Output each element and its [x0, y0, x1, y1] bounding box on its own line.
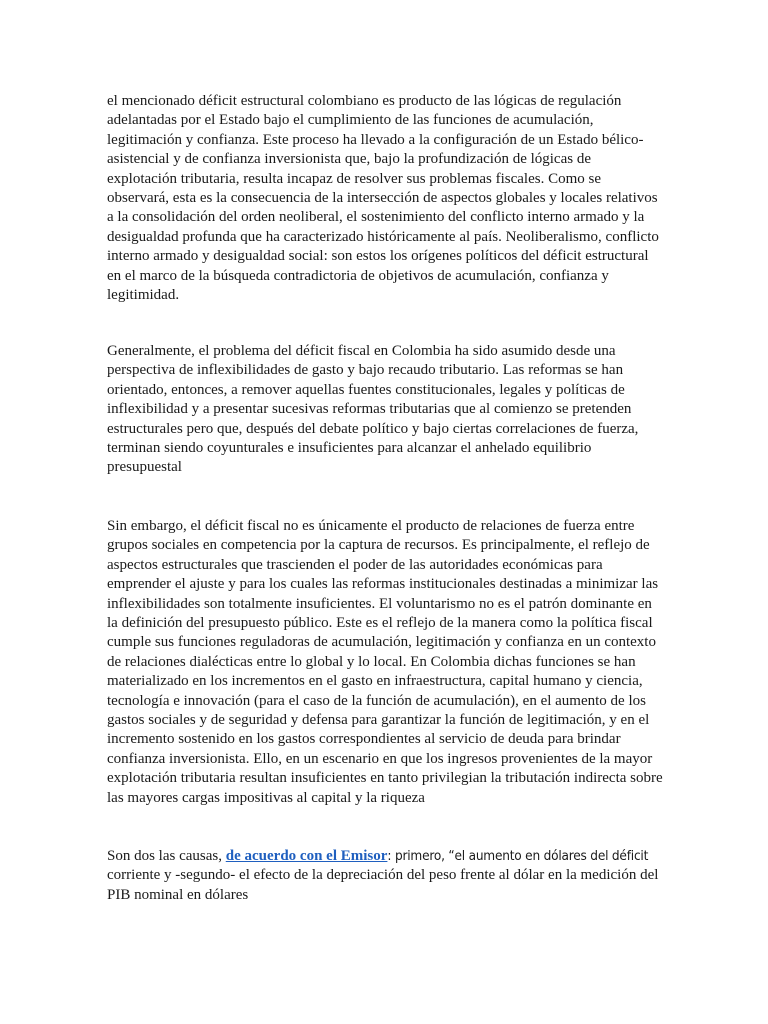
paragraph-3: Sin embargo, el déficit fiscal no es únicamente el producto de relaciones de fuerza entre grupos sociales en competencia por la captura de recursos. Es principalmente, el reflejo de aspectos estructurales que trascienden el poder de las autoridades económicas para emprender el ajuste y para los cuales las reformas institucionales destinadas a minimizar las inflexibilidades son totalmente insuficientes. El voluntarismo no es el patrón dominante en la definición del presupuesto público. Este es el reflejo de la manera como la política fiscal cumple sus funciones reguladoras de acumulación, legitimación y confianza en un contexto de relaciones dialécticas entre lo global y lo local. En Colombia dichas funciones se han materializado en los incrementos en el gasto en infraestructura, capital humano y ciencia, tecnología e innovación (para el caso de la función de acumulación), en el aumento de los gastos sociales y de seguridad y defensa para garantizar la función de legitimación, y en el incremento sostenido en los gastos correspondientes al servicio de deuda para brindar confianza inversionista. Ello, en un escenario en que los ingresos provenientes de la mayor explotación tributaria resultan insuficientes en tanto privilegian la tributación indirecta sobre las mayores cargas impositivas al capital y la riqueza [107, 518, 663, 806]
paragraph-4 [107, 847, 663, 905]
emisor-link[interactable]: de acuerdo con el Emisor [225, 848, 388, 864]
paragraph-4-suffix: corriente y -segundo- el efecto de la depreciación del peso frente al dólar en la medición del PIB nominal en dólares [107, 867, 659, 903]
paragraph-1: el mencionado déficit estructural colombiano es producto de las lógicas de regulación adelantadas por el Estado bajo el cumplimiento de las funciones de acumulación, legitimación y confianza. Este proceso ha llevado a la configuración de un Estado bélico-asistencial y de confianza inversionista que, bajo la profundización de lógicas de explotación tributaria, resulta incapaz de resolver sus problemas fiscales. Como se observará, esta es la consecuencia de la intersección de aspectos globales y locales relativos a la consolidación del orden neoliberal, el sostenimiento del conflicto interno armado y la desigualdad profunda que ha caracterizado históricamente al país. Neoliberalismo, conflicto interno armado y desigualdad social: son estos los orígenes políticos del déficit estructural en el marco de la búsqueda contradictoria de objetivos de acumulación, confianza y legitimidad. [107, 93, 659, 304]
paragraph-4-quote: : primero, “el aumento en dólares del déficit [387, 848, 649, 864]
paragraph-4-prefix: Son dos las causas, [107, 848, 226, 864]
paragraph-2: Generalmente, el problema del déficit fiscal en Colombia ha sido asumido desde una perspectiva de inflexibilidades de gasto y bajo recaudo tributario. Las reformas se han orientado, entonces, a remover aquellas fuentes constitucionales, legales y políticas de inflexibilidad y a presentar sucesivas reformas tributarias que al comienzo se pretenden estructurales pero que, después del debate político y bajo ciertas correlaciones de fuerza, terminan siendo coyunturales e insuficientes para alcanzar el anhelado equilibrio presupuestal [107, 343, 639, 476]
